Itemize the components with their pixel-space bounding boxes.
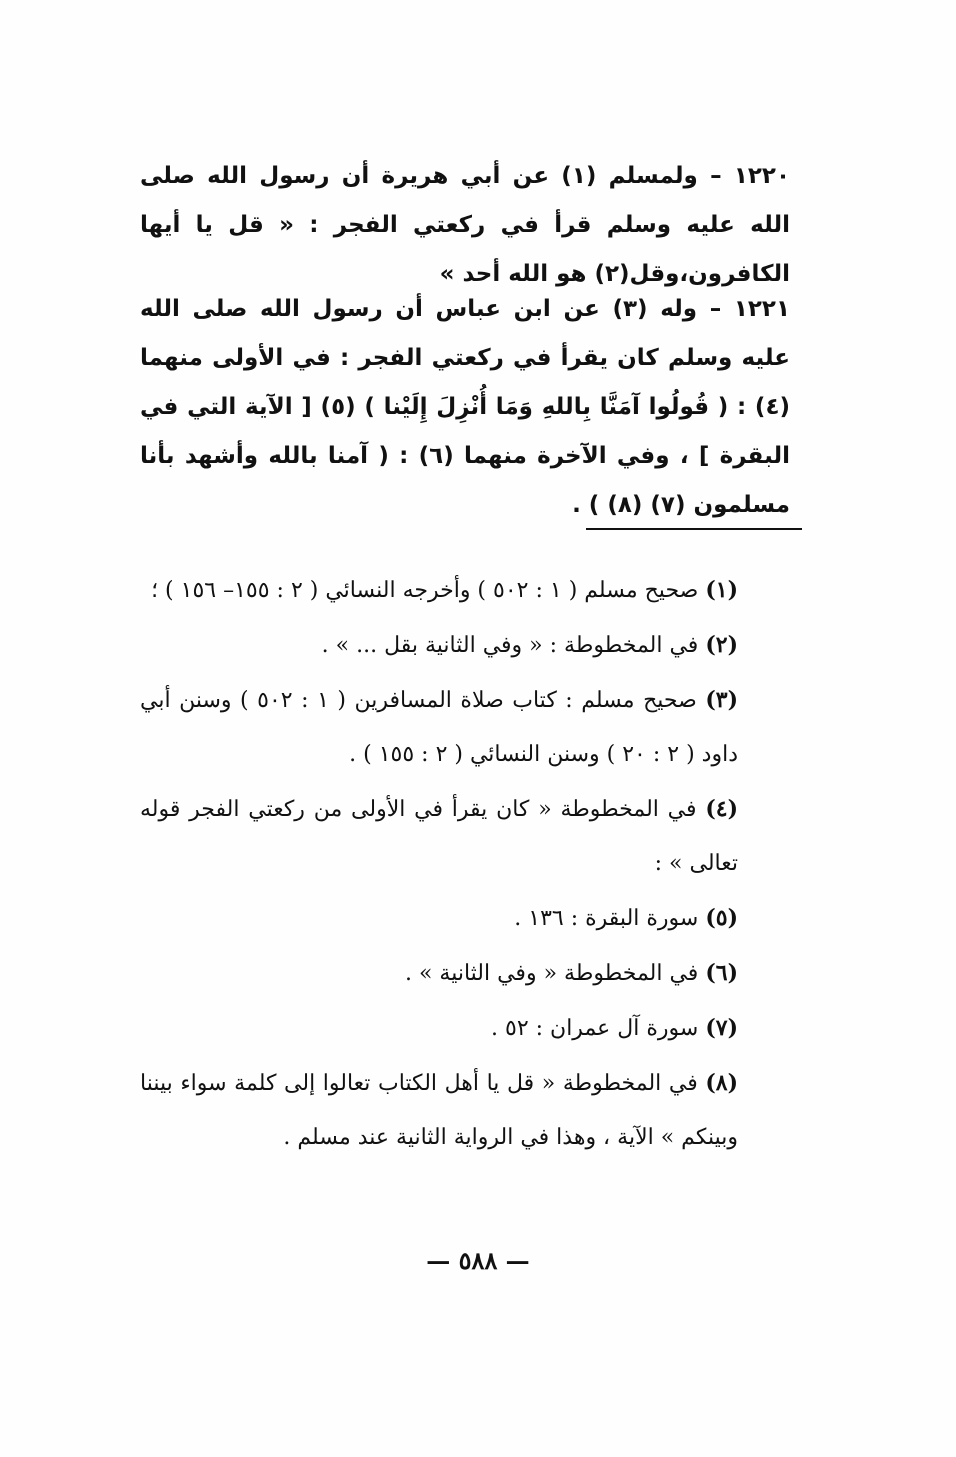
footnote-number: (٨) bbox=[705, 1070, 738, 1096]
footnote-1 bbox=[140, 563, 786, 618]
footnote-number: (٧) bbox=[705, 1015, 738, 1041]
footnotes bbox=[140, 563, 786, 1165]
footnote-number: (٣) bbox=[705, 687, 739, 713]
footnote-number: (١) bbox=[705, 577, 738, 603]
footnote-text: في المخطوطة : « وفي الثانية بقل ... » . bbox=[321, 633, 706, 658]
hadith-1220 bbox=[140, 152, 790, 299]
hadith-text: ١٢٢١ – وله (٣) عن ابن عباس أن رسول الله صلى الله عليه وسلم كان يقرأ في ركعتي الفجر : في الأولى منهما (٤) : ( قُولُوا آمَنَّا بِاللهِ وَمَا أُنْزِلَ إِلَيْنا ) (٥) [ الآية التي في البقرة ] ، وفي الآخرة منهما (٦) : ( آمنا بالله وأشهد بأنا مسلمون (٧) (٨) ) . bbox=[140, 296, 790, 518]
footnote-number: (٥) bbox=[705, 905, 738, 931]
footnote-text: سورة آل عمران : ٥٢ . bbox=[491, 1016, 706, 1041]
footnote-separator bbox=[586, 528, 802, 530]
footnote-5 bbox=[140, 891, 786, 946]
footnote-text: صحيح مسلم ( ١ : ٥٠٢ ) وأخرجه النسائي ( ٢ : ١٥٥– ١٥٦ ) ؛ bbox=[151, 578, 706, 603]
footnote-number: (٤) bbox=[705, 796, 738, 822]
footnote-7 bbox=[140, 1001, 786, 1056]
footnote-text: سورة البقرة : ١٣٦ . bbox=[514, 906, 706, 931]
footnote-text: صحيح مسلم : كتاب صلاة المسافرين ( ١ : ٥٠٢ ) وسنن أبي داود ( ٢ : ٢٠ ) وسنن النسائي ( ٢ : ١٥٥ ) . bbox=[140, 688, 738, 767]
footnote-8 bbox=[140, 1056, 786, 1165]
footnote-text: في المخطوطة « كان يقرأ في الأولى من ركعتي الفجر قوله تعالى » : bbox=[140, 797, 738, 876]
footnote-number: (٦) bbox=[705, 960, 738, 986]
footnote-number: (٢) bbox=[705, 632, 738, 658]
footnote-text: في المخطوطة « وفي الثانية » . bbox=[404, 961, 706, 986]
footnote-6 bbox=[140, 946, 786, 1001]
footnote-2 bbox=[140, 618, 786, 673]
footnote-text: في المخطوطة « قل يا أهل الكتاب تعالوا إلى كلمة سواء بيننا وبينكم » الآية ، وهذا في الرواية الثانية عند مسلم . bbox=[140, 1071, 738, 1150]
footnote-3 bbox=[140, 673, 786, 782]
hadith-1221 bbox=[140, 285, 790, 530]
hadith-text: ١٢٢٠ – ولمسلم (١) عن أبي هريرة أن رسول الله صلى الله عليه وسلم قرأ في ركعتي الفجر : « قل يا أيها الكافرون،وقل(٢) هو الله أحد » bbox=[140, 163, 790, 287]
page-number: — ٥٨٨ — bbox=[426, 1246, 530, 1275]
footnote-4 bbox=[140, 782, 786, 891]
